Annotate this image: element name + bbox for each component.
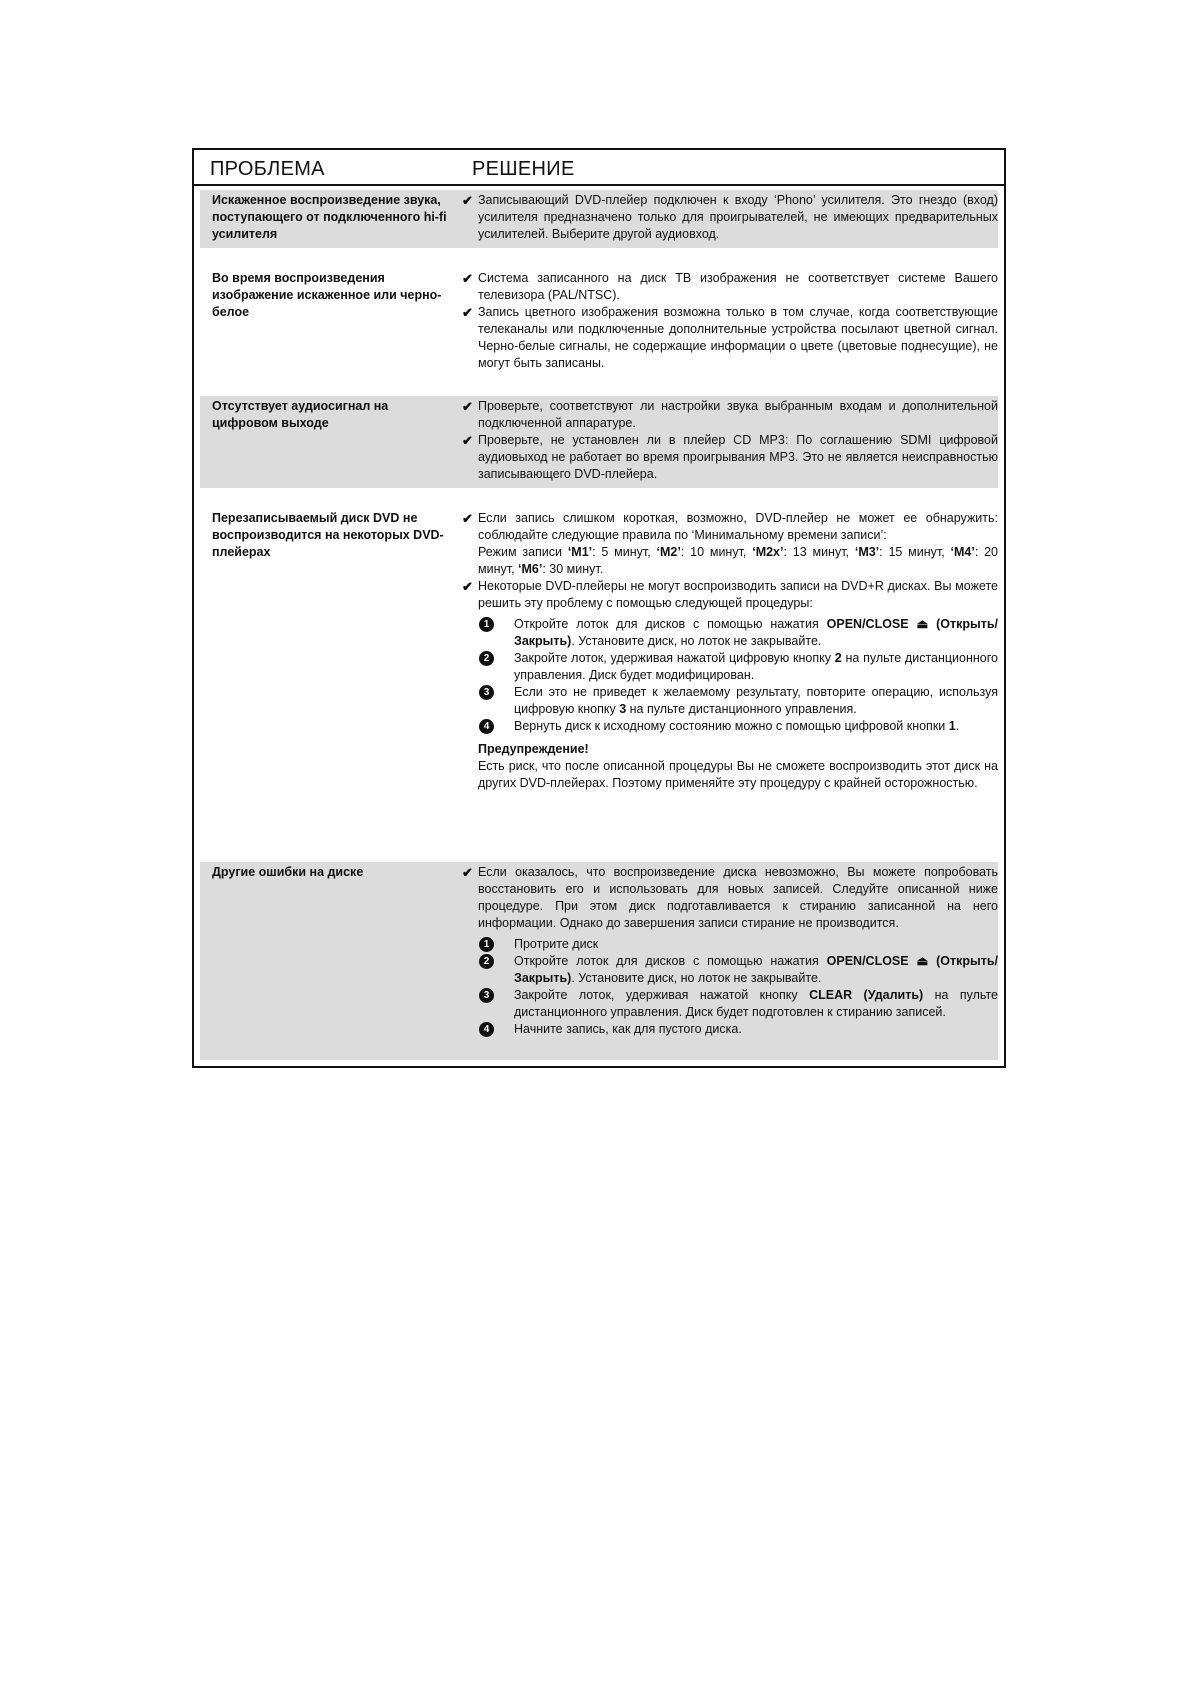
step-number-icon: 2	[479, 651, 494, 666]
step-item: 4 Начните запись, как для пустого диска.	[462, 1021, 998, 1038]
step-item: 2 Закройте лоток, удерживая нажатой цифровую кнопку 2 на пульте дистанционного управления. Диск будет модифицирован.	[462, 650, 998, 684]
solution-item: ✔ Проверьте, соответствуют ли настройки звука выбранным входам и дополнительной подключенной аппаратуре.	[462, 399, 998, 430]
table-row	[200, 268, 998, 368]
check-icon: ✔	[462, 193, 473, 208]
check-icon: ✔	[462, 865, 473, 880]
solution-item: ✔ Некоторые DVD-плейеры не могут воспроизводить записи на DVD+R дисках. Вы можете решить эту проблему с помощью следующей процедуры:	[462, 579, 998, 610]
step-item: 4 Вернуть диск к исходному состоянию можно с помощью цифровой кнопки 1.	[462, 718, 998, 735]
problem-text: Перезаписываемый диск DVD не воспроизводится на некоторых DVD-плейерах	[212, 511, 444, 559]
solution-item: ✔ Если оказалось, что воспроизведение диска невозможно, Вы можете попробовать восстановить его и использовать для новых записей. Следуйте описанной ниже процедуре. При этом диск подготавливается к стиранию записанной на него информации. Однако до завершения записи стирание не производится.	[462, 865, 998, 930]
table-row	[200, 862, 998, 1060]
problem-text: Искаженное воспроизведение звука, поступающего от подключенного hi-fi усилителя	[212, 193, 447, 241]
check-icon: ✔	[462, 399, 473, 414]
table-row	[200, 508, 998, 832]
check-icon: ✔	[462, 511, 473, 526]
header-problem: ПРОБЛЕМА	[210, 158, 325, 180]
header-divider	[194, 184, 1004, 186]
check-icon: ✔	[462, 305, 473, 320]
step-number-icon: 1	[479, 617, 494, 632]
step-number-icon: 2	[479, 954, 494, 969]
solution-item: ✔ Если запись слишком короткая, возможно, DVD-плейер не может ее обнаружить: соблюдайте следующие правила по ‘Минимальному времени записи’:	[462, 511, 998, 542]
solution-cell	[462, 864, 998, 1038]
problem-text: Во время воспроизведения изображение искаженное или черно-белое	[212, 271, 442, 319]
step-item: 3 Если это не приведет к желаемому результату, повторите операцию, используя цифровую кнопку 3 на пульте дистанционного управления.	[462, 684, 998, 718]
recording-modes: Режим записи ‘M1’: 5 минут, ‘M2’: 10 минут, ‘M2x’: 13 минут, ‘M3’: 15 минут, ‘M4’: 20 минут, ‘M6’: 30 минут.	[478, 545, 999, 576]
step-item: 1 Протрите диск	[462, 936, 998, 953]
solution-item: ✔ Система записанного на диск ТВ изображения не соответствует системе Вашего телевизора (PAL/NTSC).	[462, 271, 998, 302]
step-number-icon: 3	[479, 685, 494, 700]
table-row	[200, 190, 998, 248]
step-number-icon: 4	[479, 1022, 494, 1037]
solution-cell	[462, 192, 998, 243]
solution-item: ✔ Записывающий DVD-плейер подключен к входу ‘Phono’ усилителя. Это гнездо (вход) усилителя предназначено только для проигрывателей, не имеющих предварительных усилителей. Выберите другой аудиовход.	[462, 193, 998, 241]
header-solution: РЕШЕНИЕ	[472, 158, 575, 180]
step-number-icon: 1	[479, 937, 494, 952]
step-number-icon: 3	[479, 988, 494, 1003]
solution-item: ✔ Проверьте, не установлен ли в плейер CD MP3: По соглашению SDMI цифровой аудиовыход не работает во время проигрывания MP3. Это не является неисправностью записывающего DVD-плейера.	[462, 433, 998, 481]
check-icon: ✔	[462, 579, 473, 594]
warning-title: Предупреждение!	[478, 742, 589, 756]
solution-cell	[462, 270, 998, 372]
step-item: 2 Откройте лоток для дисков с помощью нажатия OPEN/CLOSE ⏏ (Открыть/ Закрыть). Установите диск, но лоток не закрывайте.	[462, 953, 998, 987]
check-icon: ✔	[462, 271, 473, 286]
step-item: 1 Откройте лоток для дисков с помощью нажатия OPEN/CLOSE ⏏ (Открыть/ Закрыть). Установите диск, но лоток не закрывайте.	[462, 616, 998, 650]
step-number-icon: 4	[479, 719, 494, 734]
warning-text: Есть риск, что после описанной процедуры Вы не сможете воспроизводить этот диск на других DVD-плейерах. Поэтому применяйте эту процедуру с крайней осторожностью.	[478, 759, 998, 790]
solution-cell	[462, 510, 998, 792]
problem-text: Отсутствует аудиосигнал на цифровом выходе	[212, 399, 389, 430]
table-row	[200, 396, 998, 488]
solution-cell	[462, 398, 998, 483]
step-item: 3 Закройте лоток, удерживая нажатой кнопку CLEAR (Удалить) на пульте дистанционного управления. Диск будет подготовлен к стиранию записей.	[462, 987, 998, 1021]
check-icon: ✔	[462, 433, 473, 448]
problem-text: Другие ошибки на диске	[212, 865, 364, 879]
troubleshooting-table	[192, 148, 1006, 1068]
solution-item: ✔ Запись цветного изображения возможна только в том случае, когда соответствующие телеканалы или подключенные дополнительные устройства посылают цветной сигнал. Черно-белые сигналы, не содержащие информации о цвете (цветовые поднесущие), не могут быть записаны.	[462, 305, 998, 370]
